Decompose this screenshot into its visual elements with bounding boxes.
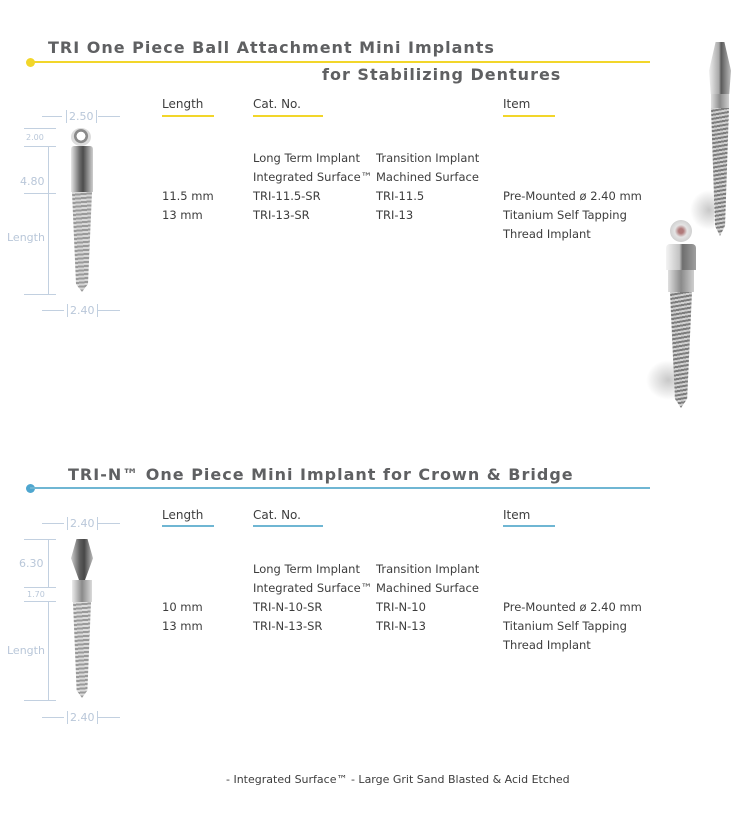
dim-head-height: 6.30 [19, 557, 44, 570]
subheader-long-term [253, 560, 372, 598]
section-title-line1: TRI One Piece Ball Attachment Mini Implants [48, 38, 495, 57]
item-line: Thread Implant [503, 638, 591, 652]
header-length: Length [162, 508, 204, 522]
subheader-long-term [253, 149, 372, 187]
subheader-line: Machined Surface [376, 170, 479, 184]
dim-tick [24, 700, 56, 701]
dim-tick [24, 539, 56, 540]
header-underline [253, 115, 323, 117]
cell-long-term: TRI-13-SR [253, 208, 310, 222]
dim-length-label: Length [7, 231, 45, 244]
title-underline-rule [30, 487, 650, 489]
header-underline [503, 115, 555, 117]
cell-length: 10 mm [162, 600, 203, 614]
arrow-left-icon [98, 523, 120, 524]
cell-length: 11.5 mm [162, 189, 214, 203]
cell-length: 13 mm [162, 619, 203, 633]
subheader-transition [376, 149, 479, 187]
header-item: Item [503, 97, 531, 111]
header-underline [162, 525, 214, 527]
dim-tick [24, 193, 56, 194]
dim-top-width: 2.50 [66, 110, 97, 123]
dim-top-width: 2.40 [67, 517, 98, 530]
cell-transition: TRI-11.5 [376, 189, 425, 203]
item-description [503, 187, 642, 244]
header-cat-no: Cat. No. [253, 508, 301, 522]
shadow [690, 190, 714, 230]
dim-tick [24, 146, 56, 147]
arrow-left-icon [98, 717, 120, 718]
arrow-right-icon [42, 717, 64, 718]
collar-icon [666, 244, 696, 270]
arrow-left-icon [98, 116, 120, 117]
dim-head-height: 2.00 [26, 133, 44, 142]
header-cat-no: Cat. No. [253, 97, 301, 111]
title-underline-rule [30, 61, 650, 63]
subheader-line: Transition Implant [376, 151, 480, 165]
item-description [503, 598, 642, 655]
header-underline [253, 525, 323, 527]
subheader-line: Integrated Surface™ [253, 170, 373, 184]
cell-transition: TRI-N-13 [376, 619, 426, 633]
crown-head-icon [709, 42, 731, 94]
cell-transition: TRI-13 [376, 208, 414, 222]
shadow [646, 360, 674, 400]
subheader-line: Long Term Implant [253, 562, 360, 576]
cell-long-term: TRI-N-13-SR [253, 619, 323, 633]
footnote: - Integrated Surface™ - Large Grit Sand Blasted & Acid Etched [226, 773, 570, 786]
dim-tick [24, 587, 56, 588]
collar-icon [711, 94, 729, 108]
collar-icon [72, 580, 92, 602]
subheader-line: Long Term Implant [253, 151, 360, 165]
dim-tick [24, 294, 56, 295]
table-row [162, 206, 203, 225]
arrow-right-icon [42, 523, 64, 524]
subheader-line: Machined Surface [376, 581, 479, 595]
subheader-line: Integrated Surface™ [253, 581, 373, 595]
arrow-right-icon [42, 116, 62, 117]
section-title-line2: for Stabilizing Dentures [322, 65, 562, 84]
ball-head-icon [670, 220, 692, 242]
ball-head-icon [71, 128, 91, 146]
cell-transition: TRI-N-10 [376, 600, 426, 614]
subheader-line: Transition Implant [376, 562, 480, 576]
dim-tick [24, 128, 56, 129]
dim-bottom-width: 2.40 [67, 304, 98, 317]
item-line: Titanium Self Tapping [503, 208, 627, 222]
header-underline [503, 525, 555, 527]
header-item: Item [503, 508, 531, 522]
arrow-left-icon [98, 310, 120, 311]
collar-icon [71, 146, 93, 192]
section-title: TRI-N™ One Piece Mini Implant for Crown & Bridge [68, 465, 574, 484]
cell-long-term: TRI-N-10-SR [253, 600, 323, 614]
dim-vertical-line [48, 146, 49, 294]
thread-icon [72, 192, 92, 292]
dim-collar-height: 4.80 [20, 175, 45, 188]
cell-long-term: TRI-11.5-SR [253, 189, 321, 203]
item-line: Pre-Mounted ø 2.40 mm [503, 600, 642, 614]
dim-length-label: Length [7, 644, 45, 657]
header-underline [162, 115, 214, 117]
arrow-right-icon [42, 310, 64, 311]
thread-icon [73, 602, 91, 698]
dim-vertical-line [48, 539, 49, 587]
cell-length: 13 mm [162, 208, 203, 222]
subheader-transition [376, 560, 479, 598]
item-line: Thread Implant [503, 227, 591, 241]
item-line: Pre-Mounted ø 2.40 mm [503, 189, 642, 203]
dim-vertical-line [48, 601, 49, 701]
dim-collar-height: 1.70 [27, 590, 45, 599]
item-line: Titanium Self Tapping [503, 619, 627, 633]
header-length: Length [162, 97, 204, 111]
collar-icon [668, 270, 694, 292]
dim-tick [24, 601, 56, 602]
table-row [162, 187, 214, 206]
dim-bottom-width: 2.40 [67, 711, 98, 724]
